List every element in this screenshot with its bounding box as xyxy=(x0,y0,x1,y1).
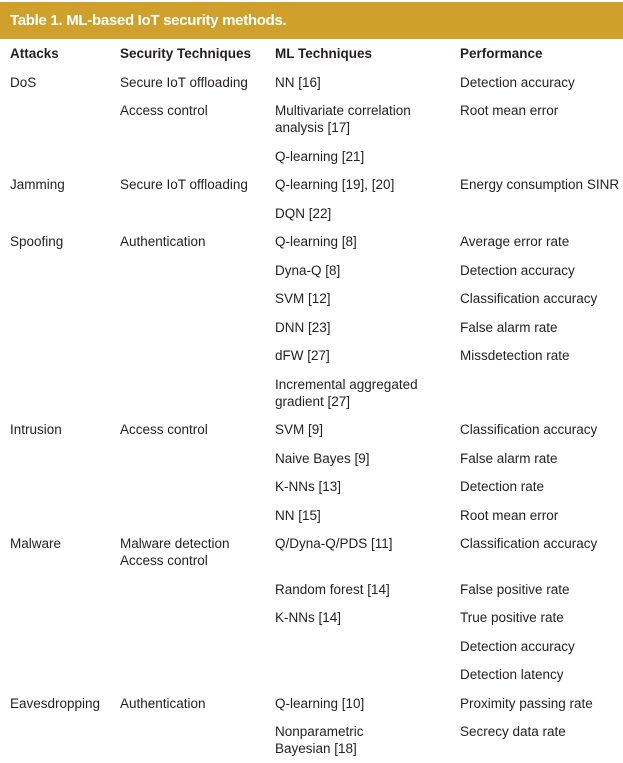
attack-cell xyxy=(0,660,120,689)
ml-technique-cell: Naive Bayes [9] xyxy=(275,450,370,466)
security-technique-cell: Authentication xyxy=(120,234,206,249)
security-technique-cell: Secure IoT offloading xyxy=(120,74,248,90)
ml-technique-cell: Incremental aggregated gradient [27] xyxy=(275,376,418,409)
table-row xyxy=(0,170,623,199)
table-row xyxy=(0,632,623,661)
performance-cell: Missdetection rate xyxy=(460,348,570,363)
table-row xyxy=(0,415,623,444)
performance-cell: False alarm rate xyxy=(460,319,558,335)
ml-technique-cell: NN [16] xyxy=(275,74,321,90)
performance-cell: Secrecy data rate xyxy=(460,724,566,739)
performance-cell: False positive rate xyxy=(460,581,570,597)
ml-technique-cell: Q-learning [10] xyxy=(275,695,365,711)
ml-technique-cell: Multivariate correlation analysis [17] xyxy=(275,103,411,135)
attack-cell: DoS xyxy=(10,74,37,90)
performance-cell xyxy=(460,199,623,228)
attack-cell: Intrusion xyxy=(10,422,62,437)
ml-technique-cell: dFW [27] xyxy=(275,348,330,363)
performance-cell: Classification accuracy xyxy=(460,291,598,306)
table-row xyxy=(0,96,623,142)
table-title-bar xyxy=(0,2,623,39)
header-security-techniques: Security Techniques xyxy=(120,46,252,61)
table-row xyxy=(0,472,623,501)
security-technique-cell xyxy=(120,256,275,285)
security-technique-cell xyxy=(120,717,275,763)
attack-cell xyxy=(0,199,120,228)
performance-cell: Detection rate xyxy=(460,479,545,494)
attack-cell: Malware xyxy=(10,536,62,551)
ml-technique-cell xyxy=(275,660,460,689)
table-row xyxy=(0,660,623,689)
performance-cell xyxy=(460,142,623,171)
attack-cell xyxy=(0,284,120,313)
performance-cell: Detection accuracy xyxy=(460,638,575,654)
table-row xyxy=(0,444,623,473)
security-technique-cell xyxy=(120,313,275,342)
ml-technique-cell: Dyna-Q [8] xyxy=(275,262,341,278)
attack-cell xyxy=(0,370,120,416)
table-title: Table 1. ML-based IoT security methods. xyxy=(10,12,287,29)
security-technique-cell: Access control xyxy=(120,103,208,118)
performance-cell: Energy consumption SINR xyxy=(460,177,620,192)
security-technique-cell xyxy=(120,370,275,416)
attack-cell xyxy=(0,575,120,604)
security-technique-cell: Access control xyxy=(120,422,208,437)
attack-cell xyxy=(0,96,120,142)
security-technique-cell xyxy=(120,575,275,604)
table-row xyxy=(0,227,623,256)
performance-cell: Classification accuracy xyxy=(460,536,598,551)
ml-technique-cell: DNN [23] xyxy=(275,319,331,335)
security-technique-cell xyxy=(120,284,275,313)
attack-cell: Spoofing xyxy=(10,234,64,249)
performance-cell: Detection accuracy xyxy=(460,74,575,90)
ml-technique-cell: Random forest [14] xyxy=(275,581,390,597)
security-technique-cell xyxy=(120,632,275,661)
ml-technique-cell: SVM [9] xyxy=(275,422,324,437)
performance-cell: Classification accuracy xyxy=(460,422,598,437)
ml-technique-cell: NN [15] xyxy=(275,507,321,523)
attack-cell xyxy=(0,256,120,285)
ml-technique-cell: Q-learning [19], [20] xyxy=(275,177,395,192)
header-ml-techniques: ML Techniques xyxy=(275,46,373,61)
table-row xyxy=(0,501,623,530)
attack-cell xyxy=(0,444,120,473)
ml-technique-cell: Q-learning [21] xyxy=(275,148,365,164)
table-row xyxy=(0,313,623,342)
security-technique-cell: Malware detection Access control xyxy=(120,536,230,568)
attack-cell xyxy=(0,717,120,763)
table-row xyxy=(0,68,623,97)
performance-cell: Root mean error xyxy=(460,103,559,118)
performance-cell: Detection latency xyxy=(460,667,564,682)
table-row xyxy=(0,717,623,763)
performance-cell: Average error rate xyxy=(460,234,570,249)
security-technique-cell: Authentication xyxy=(120,695,206,711)
ml-technique-cell: K-NNs [14] xyxy=(275,610,342,625)
table-row xyxy=(0,370,623,416)
table-row xyxy=(0,199,623,228)
performance-cell: Proximity passing rate xyxy=(460,695,593,711)
attack-cell xyxy=(0,501,120,530)
header-attacks: Attacks xyxy=(10,46,59,61)
ml-technique-cell: K-NNs [13] xyxy=(275,479,342,494)
ml-technique-cell xyxy=(275,632,460,661)
performance-cell: Root mean error xyxy=(460,507,559,523)
table-row xyxy=(0,575,623,604)
ml-technique-cell: SVM [12] xyxy=(275,291,331,306)
attack-cell xyxy=(0,341,120,370)
attack-cell: Jamming xyxy=(10,177,65,192)
header-performance: Performance xyxy=(460,46,543,61)
attack-cell xyxy=(0,472,120,501)
ml-technique-cell: Nonparametric Bayesian [18] xyxy=(275,724,364,756)
performance-cell: False alarm rate xyxy=(460,450,558,466)
security-technique-cell xyxy=(120,472,275,501)
security-technique-cell xyxy=(120,660,275,689)
performance-cell xyxy=(460,370,623,416)
table-row xyxy=(0,529,623,575)
attack-cell xyxy=(0,632,120,661)
table-row xyxy=(0,689,623,718)
table-row xyxy=(0,284,623,313)
header-row xyxy=(0,39,623,68)
security-technique-cell xyxy=(120,444,275,473)
attack-cell xyxy=(0,603,120,632)
table-row xyxy=(0,256,623,285)
ml-technique-cell: Q-learning [8] xyxy=(275,234,357,249)
attack-cell xyxy=(0,142,120,171)
ml-technique-cell: Q/Dyna-Q/PDS [11] xyxy=(275,536,393,551)
table-row xyxy=(0,142,623,171)
table-row xyxy=(0,341,623,370)
security-methods-table xyxy=(0,39,623,763)
security-technique-cell xyxy=(120,199,275,228)
attack-cell xyxy=(0,313,120,342)
security-technique-cell xyxy=(120,341,275,370)
security-technique-cell xyxy=(120,142,275,171)
security-technique-cell: Secure IoT offloading xyxy=(120,177,248,192)
performance-cell: Detection accuracy xyxy=(460,262,575,278)
performance-cell: True positive rate xyxy=(460,610,564,625)
table-row xyxy=(0,603,623,632)
security-technique-cell xyxy=(120,603,275,632)
attack-cell: Eavesdropping xyxy=(10,695,101,711)
ml-technique-cell: DQN [22] xyxy=(275,205,332,221)
security-technique-cell xyxy=(120,501,275,530)
